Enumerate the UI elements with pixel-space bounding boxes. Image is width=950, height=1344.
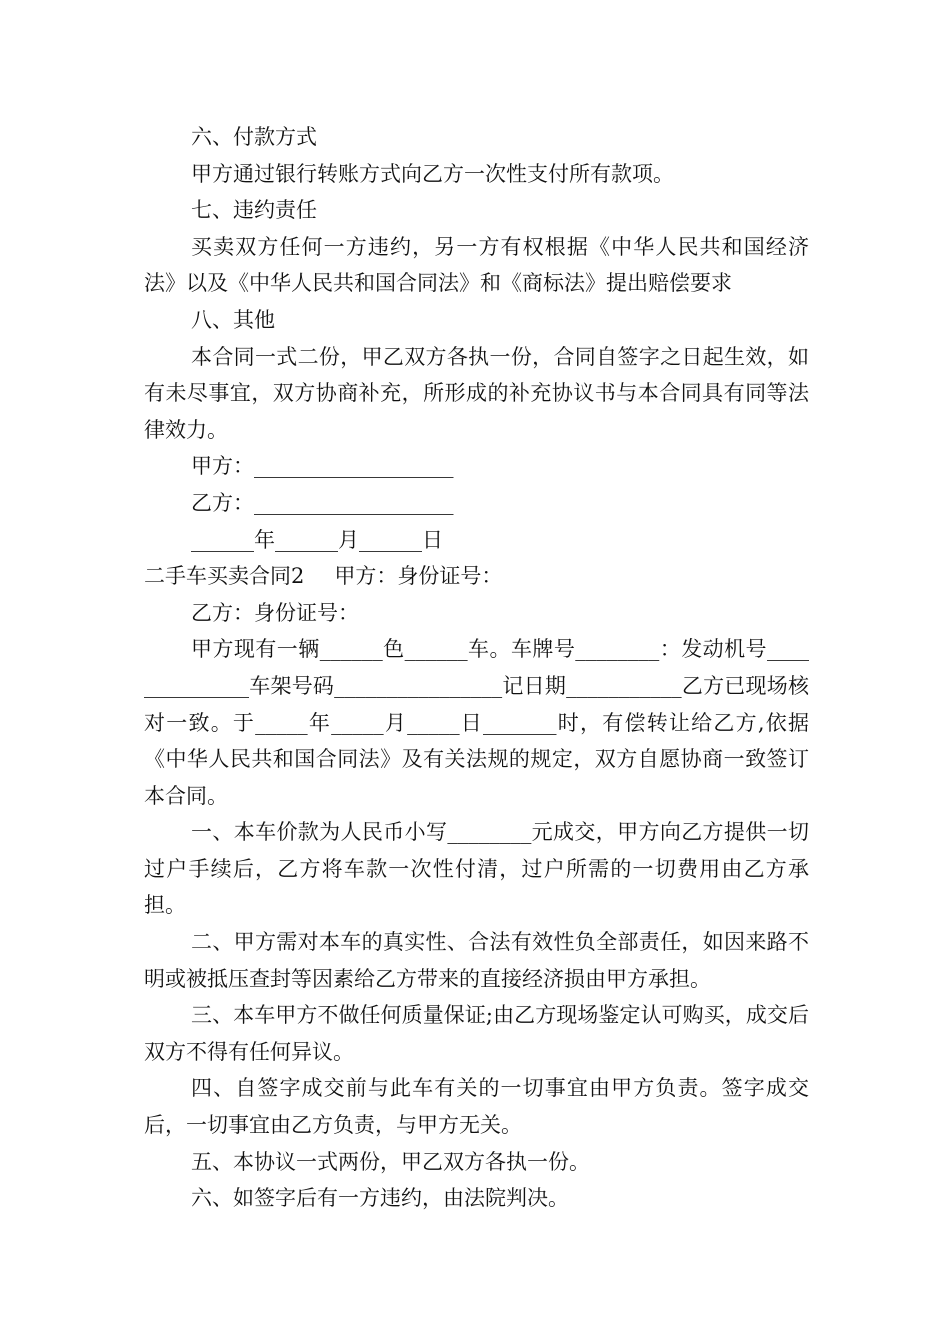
section-heading-liability: 七、违约责任 [191,198,317,223]
paragraph-vehicle-info: 甲方现有一辆______色______车。车牌号________：发动机号______________车架号码________________记日期___________乙方已现场核对一致。于_____年_____月_____日_______时，有偿转让给乙方,依据《中华人民共和国合同法》及有关法规的规定，双方自愿协商一致签订本合同。 [144,637,809,808]
party-b-id-label: 乙方：身份证号： [191,600,359,625]
document-body [144,119,809,1217]
clause-1: 一、本车价款为人民币小写________元成交，甲方向乙方提供一切过户手续后，乙方将车款一次性付清，过户所需的一切费用由乙方承担。 [144,820,809,918]
clause-4: 四、自签字成交前与此车有关的一切事宜由甲方负责。签字成交后，一切事宜由乙方负责，与甲方无关。 [144,1076,809,1138]
paragraph-other: 本合同一式二份，甲乙双方各执一份，合同自签字之日起生效，如有未尽事宜，双方协商补充，所形成的补充协议书与本合同具有同等法律效力。 [144,344,809,442]
signature-line-party-b: 乙方：___________________ [191,490,454,515]
date-line: ______年______月______日 [191,527,443,552]
contract-title: 二手车买卖合同2 [144,564,305,589]
clause-3: 三、本车甲方不做任何质量保证;由乙方现场鉴定认可购买，成交后双方不得有任何异议。 [144,1003,809,1064]
party-a-id-label: 甲方：身份证号： [334,564,503,589]
section-heading-other: 八、其他 [191,307,275,332]
signature-line-party-a: 甲方：___________________ [191,454,454,479]
contract-title-line [144,558,809,595]
clause-6: 六、如签字后有一方违约，由法院判决。 [191,1186,569,1211]
clause-2: 二、甲方需对本车的真实性、合法有效性负全部责任，如因来路不明或被抵压查封等因素给乙方带来的直接经济损由甲方承担。 [144,930,809,991]
clause-5: 五、本协议一式两份，甲乙双方各执一份。 [191,1149,590,1174]
paragraph-payment: 甲方通过银行转账方式向乙方一次性支付所有款项。 [191,161,674,186]
section-heading-payment: 六、付款方式 [191,125,317,149]
paragraph-liability: 买卖双方任何一方违约，另一方有权根据《中华人民共和国经济法》以及《中华人民共和国合同法》和《商标法》提出赔偿要求 [144,234,809,296]
